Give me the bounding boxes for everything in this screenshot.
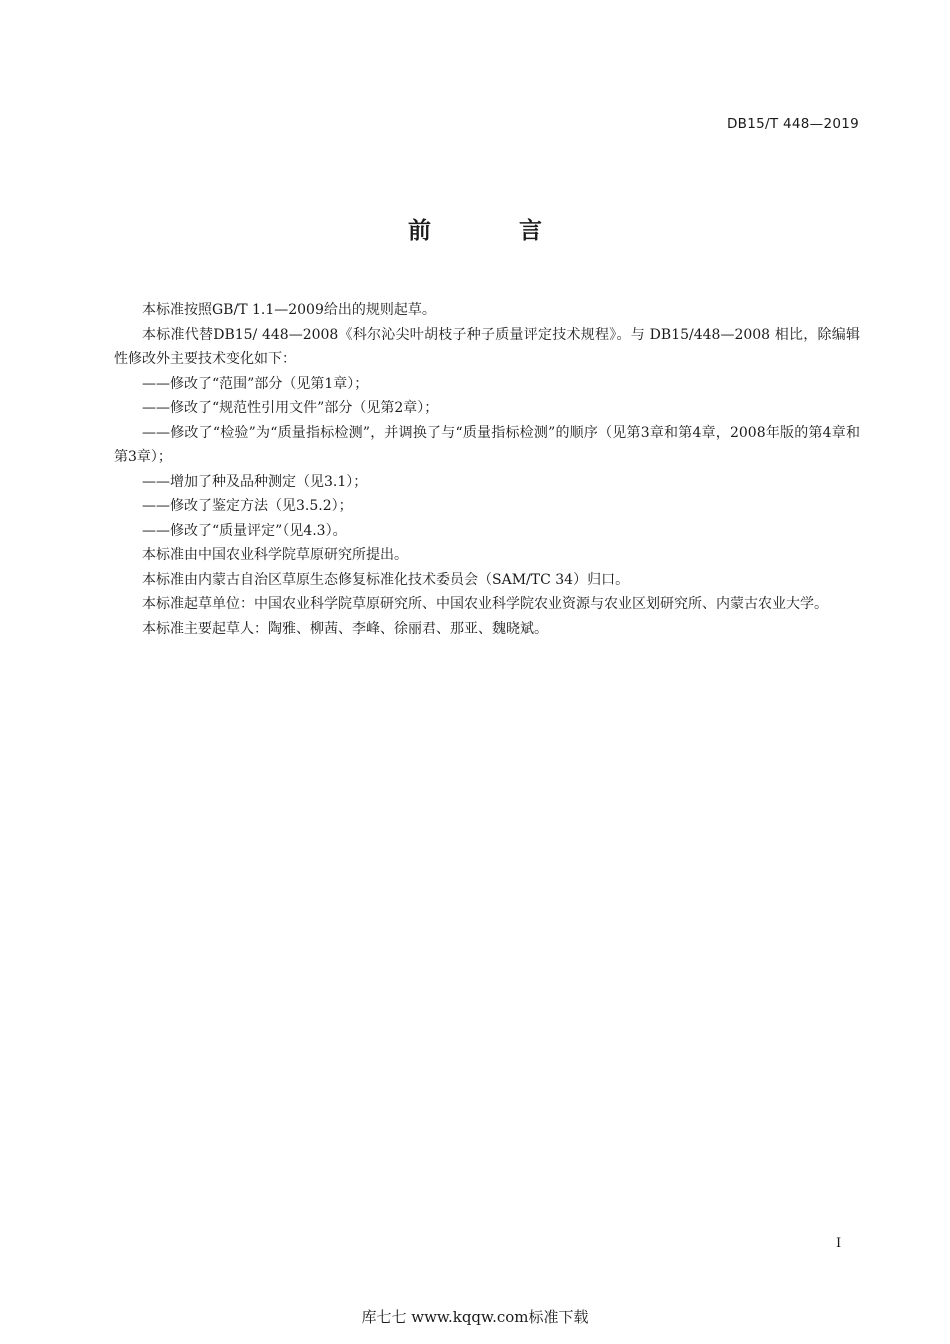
paragraph-drafters: 本标准主要起草人：陶雅、柳茜、李峰、徐丽君、那亚、魏晓斌。	[142, 620, 548, 637]
change-item-scope: ——修改了“范围”部分（见第1章）；	[142, 375, 369, 392]
paragraph-drafting-rules: 本标准按照GB/T 1.1—2009给出的规则起草。	[142, 302, 436, 318]
standard-code: DB15/T 448—2019	[726, 116, 859, 132]
page-title: 前 言	[407, 218, 582, 244]
foreword-body	[114, 298, 860, 641]
page-number: I	[836, 1236, 842, 1251]
change-item-references: ——修改了“规范性引用文件”部分（见第2章）；	[142, 400, 439, 416]
change-item-testing: ——修改了“检验”为“质量指标检测”，并调换了与“质量指标检测”的顺序（见第3章和第4章，2008年版的第4章和第3章）；	[114, 424, 860, 465]
change-item-species: ——增加了种及品种测定（见3.1）；	[142, 473, 368, 490]
paragraph-proposer: 本标准由中国农业科学院草原研究所提出。	[142, 547, 408, 563]
paragraph-committee: 本标准由内蒙古自治区草原生态修复标准化技术委员会（SAM/TC 34）归口。	[142, 571, 630, 588]
paragraph-drafting-units: 本标准起草单位：中国农业科学院草原研究所、中国农业科学院农业资源与农业区划研究所、内蒙古农业大学。	[142, 596, 828, 612]
change-item-method: ——修改了鉴定方法（见3.5.2）；	[142, 498, 353, 514]
paragraph-replacement: 本标准代替DB15/ 448—2008《科尔沁尖叶胡枝子种子质量评定技术规程》。与 DB15/448—2008 相比，除编辑性修改外主要技术变化如下：	[114, 326, 860, 367]
footer-watermark: 库七七 www.kqqw.com标准下载	[361, 1308, 589, 1326]
change-item-evaluation: ——修改了“质量评定”（见4.3）。	[142, 522, 347, 539]
